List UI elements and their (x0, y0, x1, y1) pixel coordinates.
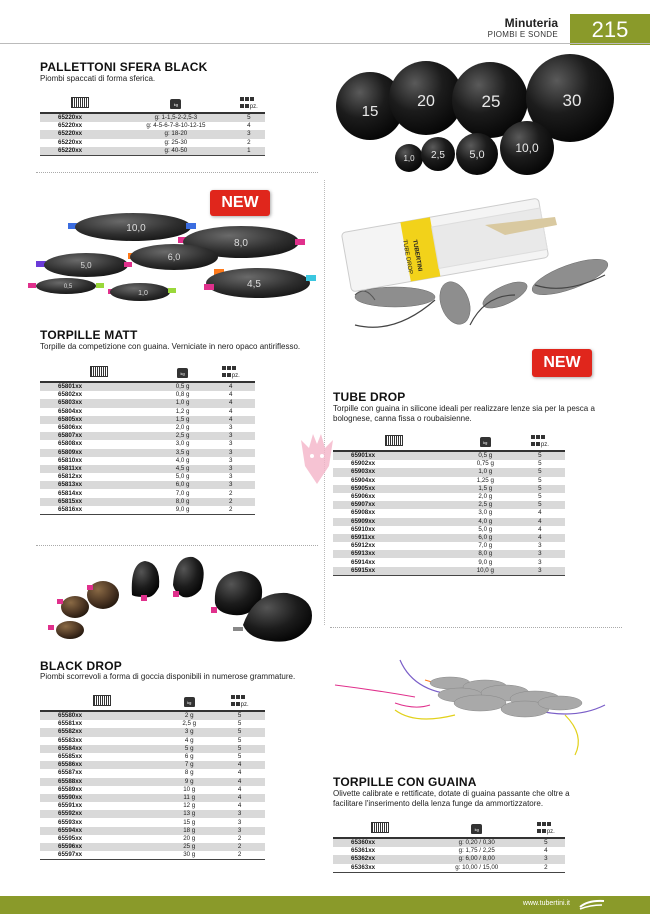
table-row (40, 745, 265, 753)
pieces: 3 (515, 567, 565, 576)
pieces: 2 (206, 498, 255, 506)
pieces: 5 (515, 451, 565, 460)
table-row (40, 382, 255, 391)
barcode-icon (40, 693, 164, 711)
pieces: 4 (214, 769, 265, 777)
table-row (40, 720, 265, 728)
table-row (40, 130, 265, 138)
weight: g: 1-1,5-2-2,5-3 (119, 113, 232, 122)
weight-icon: kg (427, 820, 527, 838)
column-divider (324, 180, 325, 625)
weight: 20 g (164, 835, 214, 843)
product-code: 65592xx (40, 810, 164, 818)
weight: 7 g (164, 761, 214, 769)
table-row (40, 802, 265, 810)
pieces: 1 (233, 147, 265, 156)
weight: 11 g (164, 794, 214, 802)
product-code: 65904xx (333, 477, 456, 485)
product-code: 65801xx (40, 382, 159, 391)
product-code: 65805xx (40, 416, 159, 424)
table-row (333, 558, 565, 566)
pieces: 2 (206, 489, 255, 497)
pieces: 4 (515, 518, 565, 526)
table-row (40, 457, 255, 465)
weight: 8,0 g (159, 498, 207, 506)
pieces: 2 (214, 843, 265, 851)
table-row (333, 550, 565, 558)
weight: g: 25-30 (119, 139, 232, 147)
table-row (333, 847, 565, 855)
ball-label: 10,0 (515, 141, 539, 155)
table-row (333, 485, 565, 493)
divider (36, 545, 318, 546)
pieces: 3 (206, 473, 255, 481)
tube-title: TUBE DROP (333, 390, 406, 404)
table-row (40, 139, 265, 147)
product-code: 65804xx (40, 408, 159, 416)
box-brand: TUBERTINI (411, 239, 423, 272)
table-row (40, 399, 255, 407)
product-code: 65811xx (40, 465, 159, 473)
guaina-table (333, 820, 565, 873)
weight: 6,0 g (456, 534, 515, 542)
table-row (40, 728, 265, 736)
weight: 12 g (164, 802, 214, 810)
palla-desc: Piombi spaccati di forma sferica. (40, 74, 156, 83)
weight: 9,0 g (456, 558, 515, 566)
product-code: 65594xx (40, 827, 164, 835)
ball-label: 5,0 (469, 149, 485, 161)
product-code: 65813xx (40, 481, 159, 489)
product-code: 65913xx (333, 550, 456, 558)
weight: 1,5 g (456, 485, 515, 493)
pieces: 2 (214, 851, 265, 860)
footer-url[interactable]: www.tubertini.it (522, 900, 570, 907)
ball-label: 20 (417, 93, 435, 110)
pieces: 3 (515, 550, 565, 558)
pieces-icon: pz. (515, 433, 565, 451)
matt-label: 0,5 (63, 284, 73, 290)
weight: 4,0 g (159, 457, 207, 465)
weight: 2,0 g (456, 493, 515, 501)
pieces: 4 (214, 786, 265, 794)
product-code: 65582xx (40, 728, 164, 736)
matt-label: 10,0 (126, 223, 146, 234)
table-row (40, 416, 255, 424)
weight-icon: kg (456, 433, 515, 451)
pieces: 5 (527, 838, 565, 847)
table-row (40, 818, 265, 826)
weight: 1,25 g (456, 477, 515, 485)
product-code: 65907xx (333, 501, 456, 509)
table-row (40, 794, 265, 802)
brand-mark-icon (578, 899, 606, 910)
table-row (333, 468, 565, 476)
product-code: 65597xx (40, 851, 164, 860)
table-row (333, 838, 565, 847)
pieces: 4 (527, 847, 565, 855)
pieces: 3 (206, 432, 255, 440)
product-code: 65580xx (40, 711, 164, 720)
table-row (333, 855, 565, 863)
header-rule (0, 43, 650, 44)
product-code: 65903xx (333, 468, 456, 476)
product-code: 65591xx (40, 802, 164, 810)
product-code: 65902xx (333, 460, 456, 468)
barcode-icon (40, 95, 119, 113)
table-row (333, 542, 565, 550)
pieces: 4 (206, 408, 255, 416)
pieces: 5 (214, 720, 265, 728)
guaina-desc: Olivette calibrate e rettificate, dotate di guaina passante che oltre a facilitare l'inserimento della lenza funge da ammortizzatore. (333, 789, 570, 808)
weight: 10 g (164, 786, 214, 794)
product-code: 65595xx (40, 835, 164, 843)
product-code: 65589xx (40, 786, 164, 794)
weight: 4 g (164, 737, 214, 745)
table-row (40, 449, 255, 457)
product-code: 65809xx (40, 449, 159, 457)
weight: 9 g (164, 778, 214, 786)
balls-image (330, 48, 630, 183)
table-row (40, 753, 265, 761)
wolf-logo-watermark (297, 426, 337, 486)
barcode-icon (333, 820, 427, 838)
weight: g: 10,00 / 15,00 (427, 864, 527, 873)
weight-icon: kg (159, 364, 207, 382)
pieces: 4 (206, 391, 255, 399)
weight: 1,2 g (159, 408, 207, 416)
weight: 5,0 g (456, 526, 515, 534)
product-code: 65220xx (40, 113, 119, 122)
weight: 7,0 g (456, 542, 515, 550)
product-code: 65901xx (333, 451, 456, 460)
weight: 30 g (164, 851, 214, 860)
weight: g: 6,00 / 8,00 (427, 855, 527, 863)
product-code: 65361xx (333, 847, 427, 855)
pieces: 3 (214, 810, 265, 818)
black-drop-image (35, 555, 320, 645)
weight: 9,0 g (159, 506, 207, 515)
weight: 7,0 g (159, 489, 207, 497)
guaina-image (335, 655, 615, 760)
weight: 1,0 g (456, 468, 515, 476)
pieces: 4 (206, 399, 255, 407)
product-code: 65815xx (40, 498, 159, 506)
weight: g: 40-50 (119, 147, 232, 156)
pieces: 3 (206, 465, 255, 473)
weight: 0,5 g (456, 451, 515, 460)
page-number: 215 (570, 14, 650, 45)
weight: 0,75 g (456, 460, 515, 468)
ball-label: 2,5 (431, 150, 445, 161)
product-code: 65585xx (40, 753, 164, 761)
product-code: 65806xx (40, 424, 159, 432)
matt-label: 8,0 (234, 238, 248, 249)
pieces: 3 (206, 440, 255, 448)
new-badge: NEW (532, 349, 592, 377)
palla-table (40, 95, 265, 156)
table-row (40, 113, 265, 122)
product-code: 65906xx (333, 493, 456, 501)
weight: 1,5 g (159, 416, 207, 424)
pieces: 4 (515, 509, 565, 517)
pieces: 5 (214, 737, 265, 745)
product-code: 65912xx (333, 542, 456, 550)
section-subtitle: PIOMBI E SONDE (487, 30, 558, 39)
pieces: 2 (527, 864, 565, 873)
pieces: 5 (214, 753, 265, 761)
pieces: 2 (214, 835, 265, 843)
table-row (40, 835, 265, 843)
pieces: 3 (515, 542, 565, 550)
product-code: 65362xx (333, 855, 427, 863)
table-row (40, 827, 265, 835)
table-row (40, 465, 255, 473)
pieces: 3 (214, 827, 265, 835)
weight: 0,5 g (159, 382, 207, 391)
product-code: 65803xx (40, 399, 159, 407)
barcode-icon (333, 433, 456, 451)
matt-desc: Torpille da competizione con guaina. Verniciate in nero opaco antiriflesso. (40, 342, 301, 351)
product-code: 65810xx (40, 457, 159, 465)
barcode-icon (40, 364, 159, 382)
table-row (40, 498, 255, 506)
black-desc: Piombi scorrevoli a forma di goccia disponibili in numerose grammature. (40, 672, 296, 681)
pieces-icon: pz. (206, 364, 255, 382)
table-row (40, 810, 265, 818)
pieces: 5 (515, 460, 565, 468)
weight: 5,0 g (159, 473, 207, 481)
product-code: 65363xx (333, 864, 427, 873)
weight: 13 g (164, 810, 214, 818)
ball-label: 25 (481, 92, 501, 111)
product-code: 65220xx (40, 147, 119, 156)
table-row (40, 761, 265, 769)
table-row (333, 567, 565, 576)
weight: g: 4-5-6-7-8-10-12-15 (119, 122, 232, 130)
table-row (40, 851, 265, 860)
table-row (333, 493, 565, 501)
weight: 6 g (164, 753, 214, 761)
matt-torpille-image (28, 195, 318, 310)
palla-title: PALLETTONI SFERA BLACK (40, 60, 208, 74)
pieces: 2 (233, 139, 265, 147)
product-code: 65593xx (40, 818, 164, 826)
product-code: 65814xx (40, 489, 159, 497)
pieces: 3 (214, 818, 265, 826)
weight: 8 g (164, 769, 214, 777)
product-code: 65911xx (333, 534, 456, 542)
pieces: 3 (206, 449, 255, 457)
weight: g: 18-20 (119, 130, 232, 138)
table-row (40, 440, 255, 448)
pieces-icon: pz. (214, 693, 265, 711)
pieces: 4 (206, 382, 255, 391)
product-code: 65802xx (40, 391, 159, 399)
table-row (333, 864, 565, 873)
product-code: 65816xx (40, 506, 159, 515)
table-row (333, 501, 565, 509)
weight: 3,5 g (159, 449, 207, 457)
tube-drop-image (335, 185, 625, 370)
table-row (40, 843, 265, 851)
pieces: 4 (515, 526, 565, 534)
pieces-icon: pz. (233, 95, 265, 113)
table-row (40, 506, 255, 515)
new-badge: NEW (210, 190, 270, 216)
product-code: 65586xx (40, 761, 164, 769)
table-row (40, 391, 255, 399)
product-code: 65808xx (40, 440, 159, 448)
pieces: 4 (214, 802, 265, 810)
weight: 3 g (164, 728, 214, 736)
table-row (40, 424, 255, 432)
product-code: 65914xx (333, 558, 456, 566)
pieces: 4 (515, 534, 565, 542)
weight: 3,0 g (456, 509, 515, 517)
product-code: 65807xx (40, 432, 159, 440)
weight: 15 g (164, 818, 214, 826)
product-code: 65220xx (40, 130, 119, 138)
table-row (40, 408, 255, 416)
pieces: 5 (233, 113, 265, 122)
weight: 3,0 g (159, 440, 207, 448)
ball-label: 30 (562, 91, 582, 110)
table-row (333, 451, 565, 460)
pieces: 4 (214, 778, 265, 786)
table-row (40, 711, 265, 720)
pieces: 5 (515, 485, 565, 493)
pieces: 3 (206, 481, 255, 489)
divider (36, 172, 318, 173)
product-code: 65220xx (40, 139, 119, 147)
weight: 2,5 g (164, 720, 214, 728)
product-code: 65596xx (40, 843, 164, 851)
pieces: 4 (206, 416, 255, 424)
product-code: 65812xx (40, 473, 159, 481)
product-code: 65908xx (333, 509, 456, 517)
pieces: 3 (527, 855, 565, 863)
pieces: 3 (206, 424, 255, 432)
product-code: 65588xx (40, 778, 164, 786)
ball-label: 1,0 (403, 154, 415, 163)
weight: 2,0 g (159, 424, 207, 432)
table-row (40, 489, 255, 497)
table-row (40, 769, 265, 777)
matt-label: 6,0 (167, 252, 181, 262)
ball-label: 15 (361, 103, 379, 120)
box-text: TUBE DROP (401, 239, 414, 275)
pieces: 4 (214, 761, 265, 769)
table-row (40, 737, 265, 745)
pieces: 4 (214, 794, 265, 802)
pieces: 5 (214, 728, 265, 736)
black-table (40, 693, 265, 860)
tube-desc: Torpille con guaina in silicone ideali per realizzare lenze sia per la pesca a bolognese, canna fissa o roubaisienne. (333, 404, 595, 423)
table-row (40, 432, 255, 440)
weight: 1,0 g (159, 399, 207, 407)
pieces: 5 (515, 477, 565, 485)
guaina-title: TORPILLE CON GUAINA (333, 775, 477, 789)
weight: 4,5 g (159, 465, 207, 473)
weight: 0,8 g (159, 391, 207, 399)
table-row (333, 509, 565, 517)
weight: 10,0 g (456, 567, 515, 576)
matt-label: 5,0 (80, 261, 92, 270)
table-row (333, 477, 565, 485)
table-row (40, 473, 255, 481)
matt-table (40, 364, 255, 515)
matt-label: 1,0 (138, 290, 148, 297)
matt-title: TORPILLE MATT (40, 328, 138, 342)
section-title: Minuteria (504, 16, 558, 30)
pieces: 2 (206, 506, 255, 515)
weight: 6,0 g (159, 481, 207, 489)
product-code: 65587xx (40, 769, 164, 777)
table-row (40, 122, 265, 130)
product-code: 65583xx (40, 737, 164, 745)
pieces-icon: pz. (527, 820, 565, 838)
product-code: 65909xx (333, 518, 456, 526)
weight: 2,5 g (456, 501, 515, 509)
pieces: 3 (233, 130, 265, 138)
table-row (40, 147, 265, 156)
weight: 2 g (164, 711, 214, 720)
matt-label: 4,5 (247, 279, 261, 290)
weight: 2,5 g (159, 432, 207, 440)
tube-table (333, 433, 565, 576)
pieces: 5 (214, 711, 265, 720)
table-row (333, 526, 565, 534)
weight: 25 g (164, 843, 214, 851)
pieces: 5 (515, 493, 565, 501)
product-code: 65360xx (333, 838, 427, 847)
weight: g: 0,20 / 0,30 (427, 838, 527, 847)
product-code: 65590xx (40, 794, 164, 802)
table-row (40, 778, 265, 786)
black-title: BLACK DROP (40, 659, 122, 673)
table-row (333, 460, 565, 468)
table-row (333, 518, 565, 526)
table-row (333, 534, 565, 542)
weight: 18 g (164, 827, 214, 835)
table-row (40, 481, 255, 489)
weight-icon: kg (164, 693, 214, 711)
pieces: 3 (515, 558, 565, 566)
divider (330, 627, 622, 628)
pieces: 5 (515, 468, 565, 476)
weight-icon: kg (119, 95, 232, 113)
product-code: 65584xx (40, 745, 164, 753)
product-code: 65915xx (333, 567, 456, 576)
pieces: 3 (206, 457, 255, 465)
weight: 4,0 g (456, 518, 515, 526)
pieces: 4 (233, 122, 265, 130)
weight: 5 g (164, 745, 214, 753)
pieces: 5 (214, 745, 265, 753)
weight: 8,0 g (456, 550, 515, 558)
product-code: 65910xx (333, 526, 456, 534)
product-code: 65905xx (333, 485, 456, 493)
weight: g: 1,75 / 2,25 (427, 847, 527, 855)
product-code: 65581xx (40, 720, 164, 728)
pieces: 5 (515, 501, 565, 509)
table-row (40, 786, 265, 794)
product-code: 65220xx (40, 122, 119, 130)
